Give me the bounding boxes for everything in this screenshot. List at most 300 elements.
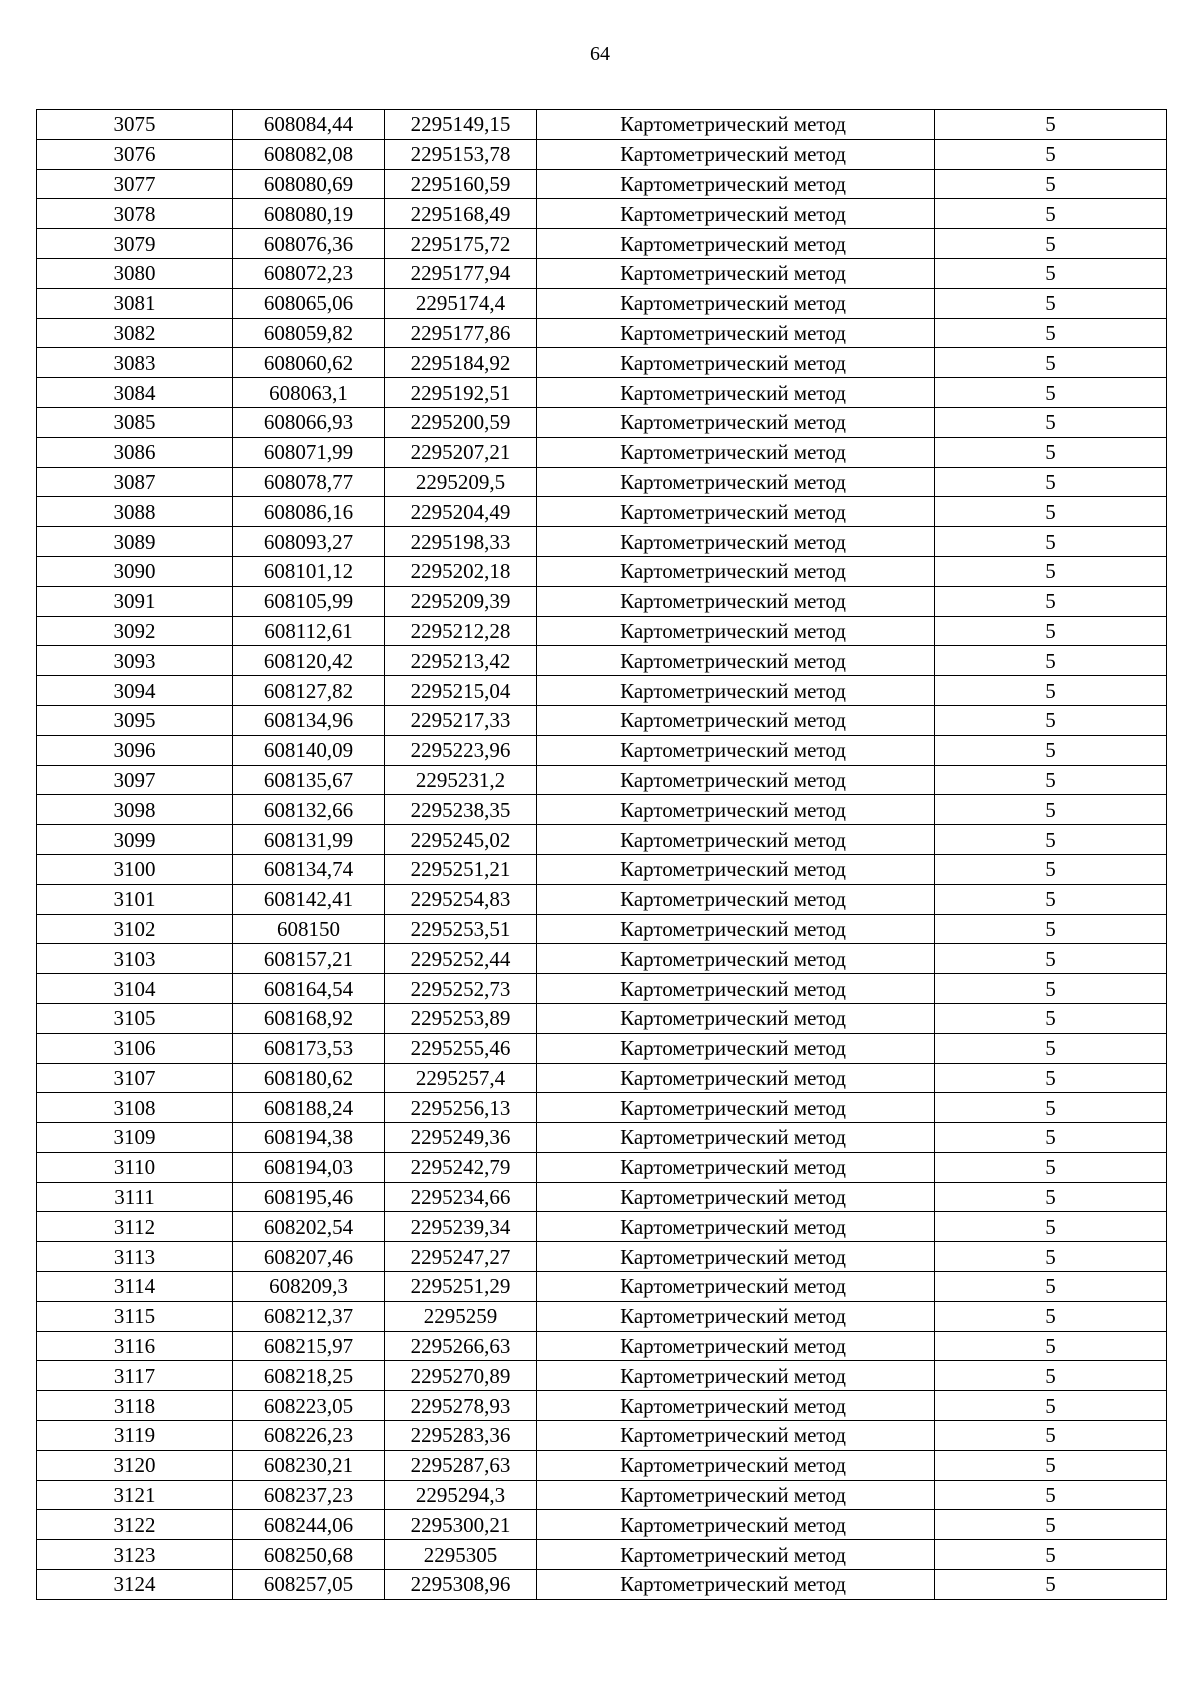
x-coordinate-cell: 608142,41	[233, 884, 385, 914]
table-row	[37, 318, 1167, 348]
point-number-cell: 3075	[37, 110, 233, 140]
y-coordinate-cell: 2295238,35	[385, 795, 537, 825]
accuracy-cell: 5	[935, 825, 1167, 855]
point-number-cell: 3097	[37, 765, 233, 795]
table-row	[37, 1301, 1167, 1331]
point-number-cell: 3093	[37, 646, 233, 676]
y-coordinate-cell: 2295223,96	[385, 735, 537, 765]
point-number-cell: 3090	[37, 556, 233, 586]
y-coordinate-cell: 2295177,94	[385, 258, 537, 288]
method-cell: Картометрический метод	[537, 616, 935, 646]
accuracy-cell: 5	[935, 1182, 1167, 1212]
method-cell: Картометрический метод	[537, 556, 935, 586]
table-row	[37, 497, 1167, 527]
table-row	[37, 616, 1167, 646]
method-cell: Картометрический метод	[537, 110, 935, 140]
accuracy-cell: 5	[935, 705, 1167, 735]
accuracy-cell: 5	[935, 139, 1167, 169]
accuracy-cell: 5	[935, 1003, 1167, 1033]
accuracy-cell: 5	[935, 795, 1167, 825]
method-cell: Картометрический метод	[537, 199, 935, 229]
y-coordinate-cell: 2295257,4	[385, 1063, 537, 1093]
point-number-cell: 3106	[37, 1033, 233, 1063]
method-cell: Картометрический метод	[537, 1123, 935, 1153]
accuracy-cell: 5	[935, 497, 1167, 527]
y-coordinate-cell: 2295252,44	[385, 944, 537, 974]
y-coordinate-cell: 2295234,66	[385, 1182, 537, 1212]
x-coordinate-cell: 608082,08	[233, 139, 385, 169]
x-coordinate-cell: 608250,68	[233, 1540, 385, 1570]
y-coordinate-cell: 2295175,72	[385, 229, 537, 259]
method-cell: Картометрический метод	[537, 258, 935, 288]
table-row	[37, 110, 1167, 140]
accuracy-cell: 5	[935, 1331, 1167, 1361]
table-row	[37, 527, 1167, 557]
table-row	[37, 1570, 1167, 1600]
method-cell: Картометрический метод	[537, 497, 935, 527]
x-coordinate-cell: 608150	[233, 914, 385, 944]
table-row	[37, 825, 1167, 855]
method-cell: Картометрический метод	[537, 884, 935, 914]
table-row	[37, 407, 1167, 437]
x-coordinate-cell: 608080,69	[233, 169, 385, 199]
y-coordinate-cell: 2295254,83	[385, 884, 537, 914]
table-row	[37, 1123, 1167, 1153]
coordinates-table	[36, 109, 1167, 1600]
x-coordinate-cell: 608257,05	[233, 1570, 385, 1600]
point-number-cell: 3102	[37, 914, 233, 944]
y-coordinate-cell: 2295253,51	[385, 914, 537, 944]
x-coordinate-cell: 608202,54	[233, 1212, 385, 1242]
x-coordinate-cell: 608131,99	[233, 825, 385, 855]
table-row	[37, 765, 1167, 795]
x-coordinate-cell: 608063,1	[233, 378, 385, 408]
x-coordinate-cell: 608076,36	[233, 229, 385, 259]
method-cell: Картометрический метод	[537, 348, 935, 378]
method-cell: Картометрический метод	[537, 1480, 935, 1510]
method-cell: Картометрический метод	[537, 437, 935, 467]
method-cell: Картометрический метод	[537, 1182, 935, 1212]
table-row	[37, 139, 1167, 169]
accuracy-cell: 5	[935, 258, 1167, 288]
y-coordinate-cell: 2295251,29	[385, 1272, 537, 1302]
accuracy-cell: 5	[935, 854, 1167, 884]
point-number-cell: 3078	[37, 199, 233, 229]
table-row	[37, 1510, 1167, 1540]
table-row	[37, 1242, 1167, 1272]
method-cell: Картометрический метод	[537, 1421, 935, 1451]
table-row	[37, 705, 1167, 735]
accuracy-cell: 5	[935, 467, 1167, 497]
y-coordinate-cell: 2295200,59	[385, 407, 537, 437]
point-number-cell: 3084	[37, 378, 233, 408]
table-row	[37, 229, 1167, 259]
point-number-cell: 3110	[37, 1152, 233, 1182]
table-row	[37, 288, 1167, 318]
x-coordinate-cell: 608188,24	[233, 1093, 385, 1123]
table-row	[37, 944, 1167, 974]
point-number-cell: 3079	[37, 229, 233, 259]
accuracy-cell: 5	[935, 1152, 1167, 1182]
x-coordinate-cell: 608084,44	[233, 110, 385, 140]
method-cell: Картометрический метод	[537, 1063, 935, 1093]
accuracy-cell: 5	[935, 527, 1167, 557]
method-cell: Картометрический метод	[537, 795, 935, 825]
table-row	[37, 1152, 1167, 1182]
method-cell: Картометрический метод	[537, 1301, 935, 1331]
y-coordinate-cell: 2295184,92	[385, 348, 537, 378]
point-number-cell: 3092	[37, 616, 233, 646]
method-cell: Картометрический метод	[537, 1331, 935, 1361]
point-number-cell: 3113	[37, 1242, 233, 1272]
method-cell: Картометрический метод	[537, 1450, 935, 1480]
x-coordinate-cell: 608059,82	[233, 318, 385, 348]
method-cell: Картометрический метод	[537, 1391, 935, 1421]
point-number-cell: 3118	[37, 1391, 233, 1421]
y-coordinate-cell: 2295287,63	[385, 1450, 537, 1480]
y-coordinate-cell: 2295168,49	[385, 199, 537, 229]
accuracy-cell: 5	[935, 556, 1167, 586]
y-coordinate-cell: 2295266,63	[385, 1331, 537, 1361]
method-cell: Картометрический метод	[537, 1242, 935, 1272]
y-coordinate-cell: 2295252,73	[385, 974, 537, 1004]
page-number: 64	[590, 43, 610, 65]
x-coordinate-cell: 608164,54	[233, 974, 385, 1004]
method-cell: Картометрический метод	[537, 586, 935, 616]
method-cell: Картометрический метод	[537, 378, 935, 408]
y-coordinate-cell: 2295160,59	[385, 169, 537, 199]
accuracy-cell: 5	[935, 1421, 1167, 1451]
table-row	[37, 1391, 1167, 1421]
method-cell: Картометрический метод	[537, 1570, 935, 1600]
y-coordinate-cell: 2295213,42	[385, 646, 537, 676]
x-coordinate-cell: 608168,92	[233, 1003, 385, 1033]
method-cell: Картометрический метод	[537, 765, 935, 795]
method-cell: Картометрический метод	[537, 825, 935, 855]
accuracy-cell: 5	[935, 378, 1167, 408]
y-coordinate-cell: 2295207,21	[385, 437, 537, 467]
y-coordinate-cell: 2295215,04	[385, 676, 537, 706]
x-coordinate-cell: 608093,27	[233, 527, 385, 557]
x-coordinate-cell: 608237,23	[233, 1480, 385, 1510]
method-cell: Картометрический метод	[537, 1152, 935, 1182]
table-row	[37, 854, 1167, 884]
accuracy-cell: 5	[935, 1093, 1167, 1123]
table-row	[37, 1093, 1167, 1123]
accuracy-cell: 5	[935, 1540, 1167, 1570]
method-cell: Картометрический метод	[537, 914, 935, 944]
y-coordinate-cell: 2295174,4	[385, 288, 537, 318]
point-number-cell: 3104	[37, 974, 233, 1004]
method-cell: Картометрический метод	[537, 407, 935, 437]
x-coordinate-cell: 608105,99	[233, 586, 385, 616]
y-coordinate-cell: 2295255,46	[385, 1033, 537, 1063]
accuracy-cell: 5	[935, 944, 1167, 974]
table-row	[37, 258, 1167, 288]
point-number-cell: 3123	[37, 1540, 233, 1570]
method-cell: Картометрический метод	[537, 169, 935, 199]
x-coordinate-cell: 608127,82	[233, 676, 385, 706]
method-cell: Картометрический метод	[537, 288, 935, 318]
accuracy-cell: 5	[935, 1361, 1167, 1391]
accuracy-cell: 5	[935, 1480, 1167, 1510]
y-coordinate-cell: 2295231,2	[385, 765, 537, 795]
x-coordinate-cell: 608230,21	[233, 1450, 385, 1480]
accuracy-cell: 5	[935, 1212, 1167, 1242]
coordinates-table-body	[37, 110, 1167, 1600]
method-cell: Картометрический метод	[537, 1540, 935, 1570]
x-coordinate-cell: 608218,25	[233, 1361, 385, 1391]
y-coordinate-cell: 2295253,89	[385, 1003, 537, 1033]
point-number-cell: 3083	[37, 348, 233, 378]
y-coordinate-cell: 2295192,51	[385, 378, 537, 408]
table-row	[37, 199, 1167, 229]
point-number-cell: 3088	[37, 497, 233, 527]
x-coordinate-cell: 608086,16	[233, 497, 385, 527]
x-coordinate-cell: 608135,67	[233, 765, 385, 795]
method-cell: Картометрический метод	[537, 646, 935, 676]
table-row	[37, 884, 1167, 914]
table-row	[37, 1331, 1167, 1361]
method-cell: Картометрический метод	[537, 1093, 935, 1123]
y-coordinate-cell: 2295209,5	[385, 467, 537, 497]
table-row	[37, 556, 1167, 586]
y-coordinate-cell: 2295212,28	[385, 616, 537, 646]
point-number-cell: 3115	[37, 1301, 233, 1331]
table-row	[37, 914, 1167, 944]
y-coordinate-cell: 2295308,96	[385, 1570, 537, 1600]
point-number-cell: 3081	[37, 288, 233, 318]
point-number-cell: 3099	[37, 825, 233, 855]
point-number-cell: 3080	[37, 258, 233, 288]
y-coordinate-cell: 2295198,33	[385, 527, 537, 557]
point-number-cell: 3116	[37, 1331, 233, 1361]
accuracy-cell: 5	[935, 1301, 1167, 1331]
accuracy-cell: 5	[935, 1450, 1167, 1480]
accuracy-cell: 5	[935, 676, 1167, 706]
x-coordinate-cell: 608207,46	[233, 1242, 385, 1272]
table-row	[37, 1212, 1167, 1242]
point-number-cell: 3082	[37, 318, 233, 348]
accuracy-cell: 5	[935, 914, 1167, 944]
x-coordinate-cell: 608140,09	[233, 735, 385, 765]
table-row	[37, 646, 1167, 676]
method-cell: Картометрический метод	[537, 974, 935, 1004]
y-coordinate-cell: 2295153,78	[385, 139, 537, 169]
accuracy-cell: 5	[935, 288, 1167, 318]
x-coordinate-cell: 608066,93	[233, 407, 385, 437]
point-number-cell: 3103	[37, 944, 233, 974]
x-coordinate-cell: 608226,23	[233, 1421, 385, 1451]
accuracy-cell: 5	[935, 407, 1167, 437]
x-coordinate-cell: 608101,12	[233, 556, 385, 586]
method-cell: Картометрический метод	[537, 705, 935, 735]
point-number-cell: 3085	[37, 407, 233, 437]
y-coordinate-cell: 2295300,21	[385, 1510, 537, 1540]
method-cell: Картометрический метод	[537, 1003, 935, 1033]
table-row	[37, 1480, 1167, 1510]
y-coordinate-cell: 2295202,18	[385, 556, 537, 586]
point-number-cell: 3098	[37, 795, 233, 825]
y-coordinate-cell: 2295239,34	[385, 1212, 537, 1242]
y-coordinate-cell: 2295294,3	[385, 1480, 537, 1510]
y-coordinate-cell: 2295242,79	[385, 1152, 537, 1182]
point-number-cell: 3095	[37, 705, 233, 735]
point-number-cell: 3111	[37, 1182, 233, 1212]
method-cell: Картометрический метод	[537, 467, 935, 497]
point-number-cell: 3100	[37, 854, 233, 884]
table-row	[37, 467, 1167, 497]
accuracy-cell: 5	[935, 1570, 1167, 1600]
table-row	[37, 974, 1167, 1004]
x-coordinate-cell: 608173,53	[233, 1033, 385, 1063]
accuracy-cell: 5	[935, 169, 1167, 199]
x-coordinate-cell: 608212,37	[233, 1301, 385, 1331]
method-cell: Картометрический метод	[537, 1033, 935, 1063]
accuracy-cell: 5	[935, 1272, 1167, 1302]
point-number-cell: 3122	[37, 1510, 233, 1540]
table-row	[37, 1361, 1167, 1391]
accuracy-cell: 5	[935, 348, 1167, 378]
point-number-cell: 3086	[37, 437, 233, 467]
accuracy-cell: 5	[935, 735, 1167, 765]
point-number-cell: 3101	[37, 884, 233, 914]
accuracy-cell: 5	[935, 318, 1167, 348]
y-coordinate-cell: 2295245,02	[385, 825, 537, 855]
x-coordinate-cell: 608132,66	[233, 795, 385, 825]
accuracy-cell: 5	[935, 884, 1167, 914]
point-number-cell: 3087	[37, 467, 233, 497]
method-cell: Картометрический метод	[537, 139, 935, 169]
table-row	[37, 1182, 1167, 1212]
method-cell: Картометрический метод	[537, 1510, 935, 1540]
method-cell: Картометрический метод	[537, 1361, 935, 1391]
y-coordinate-cell: 2295209,39	[385, 586, 537, 616]
table-row	[37, 1421, 1167, 1451]
x-coordinate-cell: 608080,19	[233, 199, 385, 229]
x-coordinate-cell: 608060,62	[233, 348, 385, 378]
accuracy-cell: 5	[935, 1242, 1167, 1272]
point-number-cell: 3117	[37, 1361, 233, 1391]
y-coordinate-cell: 2295149,15	[385, 110, 537, 140]
x-coordinate-cell: 608209,3	[233, 1272, 385, 1302]
x-coordinate-cell: 608120,42	[233, 646, 385, 676]
table-row	[37, 348, 1167, 378]
y-coordinate-cell: 2295249,36	[385, 1123, 537, 1153]
y-coordinate-cell: 2295256,13	[385, 1093, 537, 1123]
x-coordinate-cell: 608134,74	[233, 854, 385, 884]
point-number-cell: 3112	[37, 1212, 233, 1242]
y-coordinate-cell: 2295177,86	[385, 318, 537, 348]
table-row	[37, 795, 1167, 825]
method-cell: Картометрический метод	[537, 527, 935, 557]
accuracy-cell: 5	[935, 1063, 1167, 1093]
accuracy-cell: 5	[935, 1033, 1167, 1063]
accuracy-cell: 5	[935, 616, 1167, 646]
point-number-cell: 3094	[37, 676, 233, 706]
table-row	[37, 1450, 1167, 1480]
point-number-cell: 3124	[37, 1570, 233, 1600]
table-row	[37, 437, 1167, 467]
x-coordinate-cell: 608180,62	[233, 1063, 385, 1093]
table-row	[37, 1063, 1167, 1093]
table-row	[37, 676, 1167, 706]
method-cell: Картометрический метод	[537, 318, 935, 348]
table-row	[37, 1003, 1167, 1033]
y-coordinate-cell: 2295278,93	[385, 1391, 537, 1421]
accuracy-cell: 5	[935, 586, 1167, 616]
y-coordinate-cell: 2295270,89	[385, 1361, 537, 1391]
table-row	[37, 1540, 1167, 1570]
y-coordinate-cell: 2295204,49	[385, 497, 537, 527]
point-number-cell: 3108	[37, 1093, 233, 1123]
x-coordinate-cell: 608134,96	[233, 705, 385, 735]
method-cell: Картометрический метод	[537, 944, 935, 974]
method-cell: Картометрический метод	[537, 735, 935, 765]
table-row	[37, 735, 1167, 765]
x-coordinate-cell: 608112,61	[233, 616, 385, 646]
method-cell: Картометрический метод	[537, 229, 935, 259]
point-number-cell: 3109	[37, 1123, 233, 1153]
x-coordinate-cell: 608223,05	[233, 1391, 385, 1421]
x-coordinate-cell: 608194,03	[233, 1152, 385, 1182]
x-coordinate-cell: 608244,06	[233, 1510, 385, 1540]
accuracy-cell: 5	[935, 437, 1167, 467]
accuracy-cell: 5	[935, 974, 1167, 1004]
y-coordinate-cell: 2295283,36	[385, 1421, 537, 1451]
accuracy-cell: 5	[935, 646, 1167, 676]
table-row	[37, 378, 1167, 408]
table-row	[37, 1033, 1167, 1063]
x-coordinate-cell: 608072,23	[233, 258, 385, 288]
table-row	[37, 1272, 1167, 1302]
accuracy-cell: 5	[935, 229, 1167, 259]
method-cell: Картометрический метод	[537, 854, 935, 884]
point-number-cell: 3076	[37, 139, 233, 169]
x-coordinate-cell: 608065,06	[233, 288, 385, 318]
accuracy-cell: 5	[935, 765, 1167, 795]
x-coordinate-cell: 608195,46	[233, 1182, 385, 1212]
accuracy-cell: 5	[935, 199, 1167, 229]
accuracy-cell: 5	[935, 1391, 1167, 1421]
x-coordinate-cell: 608071,99	[233, 437, 385, 467]
x-coordinate-cell: 608078,77	[233, 467, 385, 497]
point-number-cell: 3096	[37, 735, 233, 765]
accuracy-cell: 5	[935, 1510, 1167, 1540]
y-coordinate-cell: 2295305	[385, 1540, 537, 1570]
accuracy-cell: 5	[935, 110, 1167, 140]
table-row	[37, 169, 1167, 199]
point-number-cell: 3105	[37, 1003, 233, 1033]
y-coordinate-cell: 2295217,33	[385, 705, 537, 735]
point-number-cell: 3120	[37, 1450, 233, 1480]
y-coordinate-cell: 2295247,27	[385, 1242, 537, 1272]
x-coordinate-cell: 608157,21	[233, 944, 385, 974]
x-coordinate-cell: 608215,97	[233, 1331, 385, 1361]
x-coordinate-cell: 608194,38	[233, 1123, 385, 1153]
method-cell: Картометрический метод	[537, 1212, 935, 1242]
y-coordinate-cell: 2295251,21	[385, 854, 537, 884]
point-number-cell: 3091	[37, 586, 233, 616]
point-number-cell: 3107	[37, 1063, 233, 1093]
point-number-cell: 3114	[37, 1272, 233, 1302]
point-number-cell: 3121	[37, 1480, 233, 1510]
method-cell: Картометрический метод	[537, 676, 935, 706]
y-coordinate-cell: 2295259	[385, 1301, 537, 1331]
method-cell: Картометрический метод	[537, 1272, 935, 1302]
point-number-cell: 3119	[37, 1421, 233, 1451]
point-number-cell: 3077	[37, 169, 233, 199]
